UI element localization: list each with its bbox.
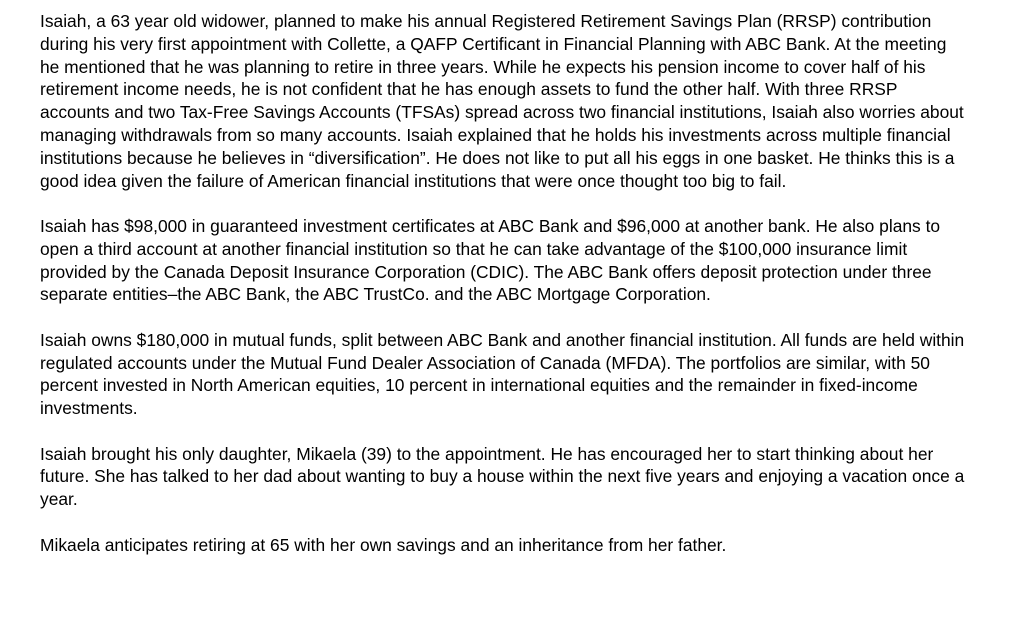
paragraph-isaiah-background: Isaiah, a 63 year old widower, planned to make his annual Registered Retirement Savings Plan (RRSP) contribution during his very first appointment with Collette, a QAFP Certificant in Financial Planning with ABC Bank. At the meeting he mentioned that he was planning to retire in three years. While he expects his pension income to cover half of his retirement income needs, he is not confident that he has enough assets to fund the other half. With three RRSP accounts and two Tax-Free Savings Accounts (TFSAs) spread across two financial institutions, Isaiah also worries about managing withdrawals from so many accounts. Isaiah explained that he holds his investments across multiple financial institutions because he believes in “diversification”. He does not like to put all his eggs in one basket. He thinks this is a good idea given the failure of American financial institutions that were once thought too big to fail. bbox=[40, 11, 964, 191]
case-study-document bbox=[40, 10, 970, 556]
paragraph-gic-holdings: Isaiah has $98,000 in guaranteed investment certificates at ABC Bank and $96,000 at another bank. He also plans to open a third account at another financial institution so that he can take advantage of the $100,000 insurance limit provided by the Canada Deposit Insurance Corporation (CDIC). The ABC Bank offers deposit protection under three separate entities–the ABC Bank, the ABC TrustCo. and the ABC Mortgage Corporation. bbox=[40, 215, 941, 305]
paragraph-mikaela-intro: Isaiah brought his only daughter, Mikaela (39) to the appointment. He has encouraged her to start thinking about her future. She has talked to her dad about wanting to buy a house within the next five years and enjoying a vacation once a year. bbox=[40, 443, 965, 510]
paragraph-mutual-funds: Isaiah owns $180,000 in mutual funds, split between ABC Bank and another financial institution. All funds are held within regulated accounts under the Mutual Fund Dealer Association of Canada (MFDA). The portfolios are similar, with 50 percent invested in North American equities, 10 percent in international equities and the remainder in fixed-income investments. bbox=[40, 329, 965, 419]
paragraph-mikaela-retirement: Mikaela anticipates retiring at 65 with her own savings and an inheritance from her father. bbox=[40, 534, 727, 555]
